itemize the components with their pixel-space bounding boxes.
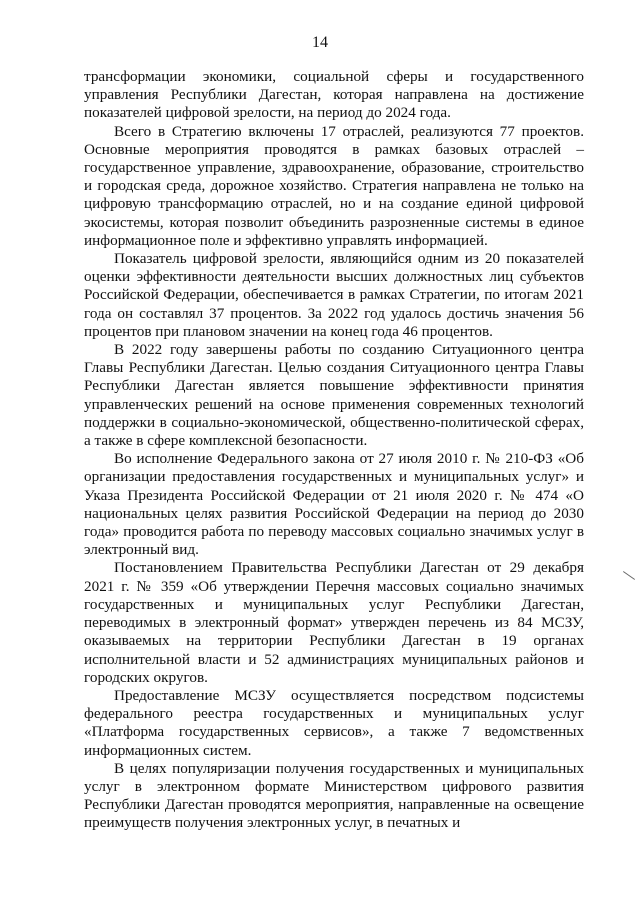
paragraph: Предоставление МСЗУ осуществляется посредством подсистемы федерального реестра государственных и муниципальных услуг «Платформа государственных сервисов», а также 7 ведомственных информационных систем.: [84, 686, 584, 759]
paragraph: В 2022 году завершены работы по созданию Ситуационного центра Главы Республики Дагестан. Целью создания Ситуационного центра Главы Республики Дагестан является повышение эффективности принятия управленческих решений на основе применения современных технологий поддержки в социально-экономической, общественно-политической сферах, а также в сфере комплексной безопасности.: [84, 341, 584, 450]
paragraph: Во исполнение Федерального закона от 27 июля 2010 г. № 210-ФЗ «Об организации предоставления государственных и муниципальных услуг» и Указа Президента Российской Федерации от 21 июля 2020 г. № 474 «О национальных целях развития Российской Федерации на период до 2030 года» проводится работа по переводу массовых социально значимых услуг в электронный вид.: [84, 450, 584, 559]
paragraph: Постановлением Правительства Республики Дагестан от 29 декабря 2021 г. № 359 «Об утверждении Перечня массовых социально значимых государственных и муниципальных услуг Республики Дагестан, переводимых в электронный формат» утвержден перечень из 84 МСЗУ, оказываемых на территории Республики Дагестан в 19 органах исполнительной власти и 52 администрациях муниципальных районов и городских округов.: [84, 559, 584, 686]
page-number: 14: [312, 34, 328, 51]
paragraph: Всего в Стратегию включены 17 отраслей, реализуются 77 проектов. Основные мероприятия проводятся в рамках базовых отраслей – государственное управление, здравоохранение, образование, строительство и городская среда, дорожное хозяйство. Стратегия направлена не только на цифровую трансформацию отраслей, но и на создание единой цифровой экосистемы, которая позволит объединить разрозненные системы в единое информационное поле и эффективно управлять информацией.: [84, 122, 584, 249]
paragraph: В целях популяризации получения государственных и муниципальных услуг в электронном формате Министерством цифрового развития Республики Дагестан проводятся мероприятия, направленные на освещение преимуществ получения электронных услуг, в печатных и: [84, 759, 584, 832]
paragraph: трансформации экономики, социальной сферы и государственного управления Республики Дагестан, которая направлена на достижение показателей цифровой зрелости, на период до 2024 года.: [84, 68, 584, 122]
scan-artifact-mark: [623, 571, 635, 580]
body-text: [84, 68, 584, 833]
paragraph: Показатель цифровой зрелости, являющийся одним из 20 показателей оценки эффективности деятельности высших должностных лиц субъектов Российской Федерации, обеспечивается в рамках Стратегии, по итогам 2021 года он составлял 37 процентов. За 2022 год удалось достичь значения 56 процентов при плановом значении на конец года 46 процентов.: [84, 250, 584, 340]
